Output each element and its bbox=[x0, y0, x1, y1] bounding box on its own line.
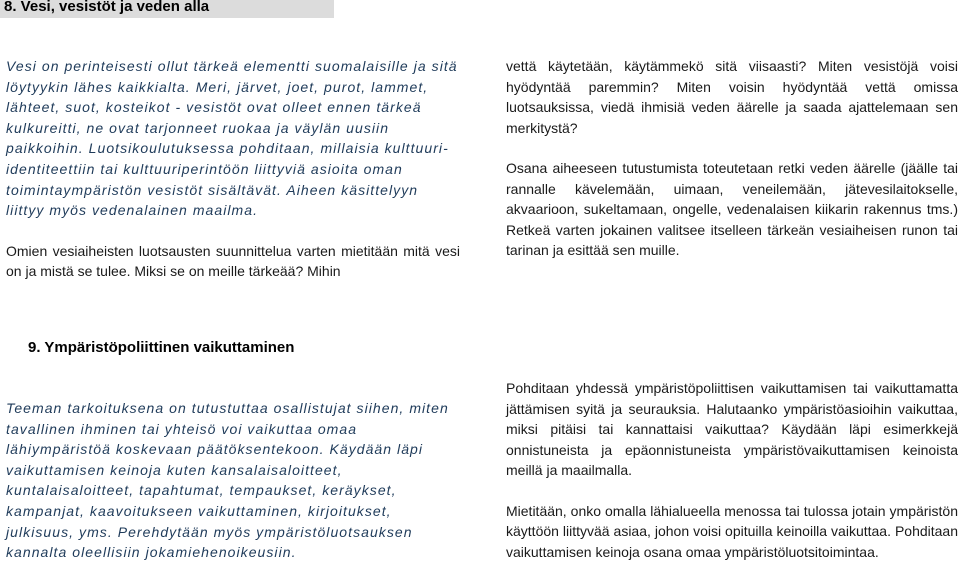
section-9-intro: Teeman tarkoituksena on tutustuttaa osallistujat siihen, miten tavallinen ihminen tai yhteisö voi vaikuttaa omaa lähiympäristöä koskevaan päätöksentekoon. Käydään läpi vaikuttamisen keinoja kuten kansalaisaloitteet, kuntalaisaloitteet, tapahtumat, tempaukset, keräykset, kampanjat, kaavoitukseen vaikuttaminen, kirjoitukset, julkisuus, yms. Perehdytään myös ympäristöluotsauksen kannalta oleellisiin jokamiehenoikeusiin. bbox=[6, 400, 449, 561]
section-9-right-column bbox=[506, 378, 958, 562]
section-9-heading: 9. Ympäristöpoliittinen vaikuttaminen bbox=[28, 339, 295, 356]
section-8-right-paragraph-2: Osana aiheeseen tutustumista toteutetaan retki veden äärelle (jäälle tai rannalle kävelemään, uimaan, veneilemään, jätevesilaitokselle, akvaarioon, sukeltamaan, ongelle, vedenalaisen kiikarin rakennus tms.) Retkeä varten jokainen valitsee itselleen tärkeän vesiaiheisen runon tai tarinan ja esittää sen muille. bbox=[506, 160, 958, 258]
section-8-intro: Vesi on perinteisesti ollut tärkeä elementti suomalaisille ja sitä löytyykin lähes kaikkialta. Meri, järvet, joet, purot, lammet, lähteet, suot, kosteikot - vesistöt ovat olleet ennen tärkeä kulkureitti, ne ovat tarjonneet ruokaa ja väylän uusiin paikkoihin. Luotsikoulutuksessa pohditaan, millaisia kulttuuri-identiteettiin tai kulttuuriperintöön liittyviä asioita oman toimintaympäristön vesistöt sisältävät. Aiheen käsittelyyn liittyy myös vedenalainen maailma. bbox=[6, 58, 458, 219]
section-9-left-column bbox=[6, 398, 460, 563]
section-8-right-paragraph-1: vettä käytetään, käytämmekö sitä viisaasti? Miten vesistöjä voisi hyödyntää paremmin? Miten voisin hyödyntää vettä omissa luotsauksissa, viedä ihmisiä veden äärelle ja saada ajattelemaan sen merkitystä? bbox=[506, 58, 958, 136]
section-8-left-column bbox=[6, 56, 460, 282]
section-8-right-column bbox=[506, 56, 958, 261]
section-8-heading: 8. Vesi, vesistöt ja veden alla bbox=[0, 0, 334, 18]
section-9-right-paragraph-2: Mietitään, onko omalla lähialueella menossa tai tulossa jotain ympäristön käyttöön liittyvää asiaa, johon voisi opituilla keinoilla vaikuttaa. Pohditaan vaikuttamisen keinoja osana omaa ympäristöluotsitoimintaa. bbox=[506, 502, 958, 560]
section-8-left-paragraph: Omien vesiaiheisten luotsausten suunnittelua varten mietitään mitä vesi on ja mistä se tulee. Miksi se on meille tärkeää? Mihin bbox=[6, 242, 460, 280]
section-9-right-paragraph-1: Pohditaan yhdessä ympäristöpoliittisen vaikuttamisen tai vaikuttamatta jättämisen syitä ja seurauksia. Halutaanko ympäristöasioihin vaikuttaa, miksi pitäisi tai kannattaisi vaikuttaa? Käydään läpi esimerkkejä onnistuneista ja epäonnistuneista ympäristövaikuttamisen keinoista meillä ja maailmalla. bbox=[506, 380, 958, 478]
